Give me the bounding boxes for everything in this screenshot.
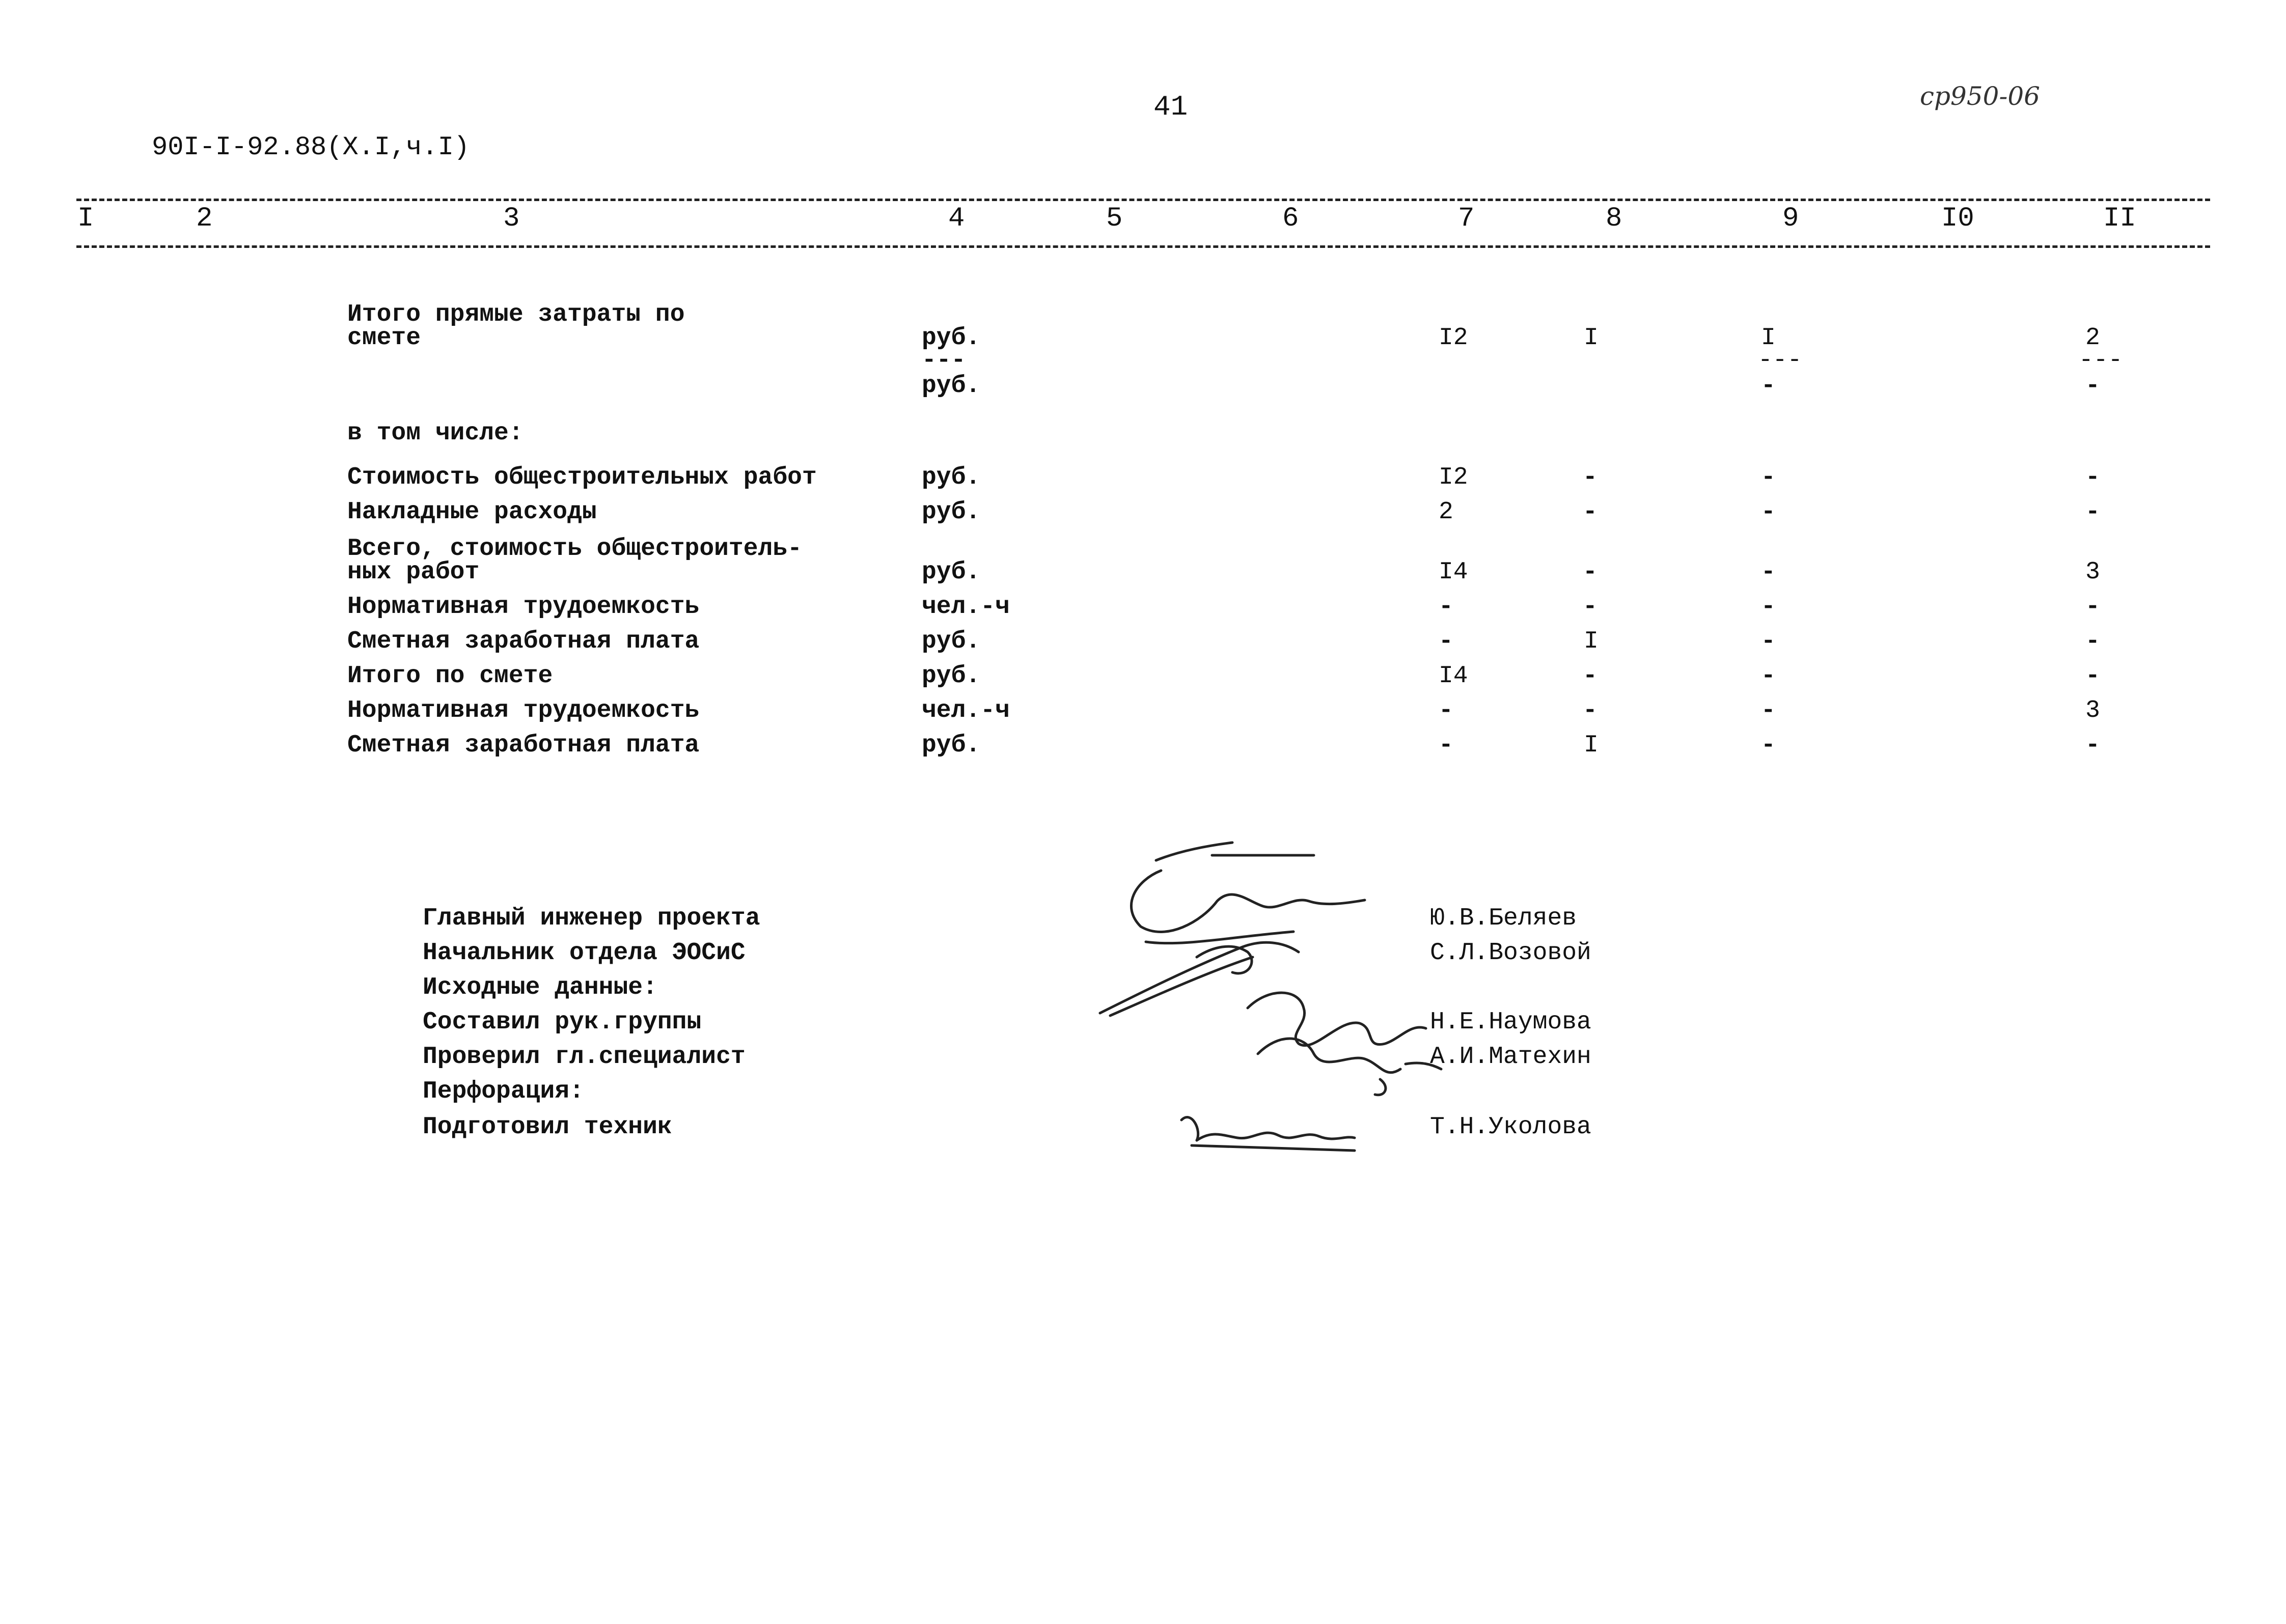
column-number-9: 9	[1782, 203, 1799, 234]
signature-name-compiled-by: Н.Е.Наумова	[1430, 1009, 1591, 1036]
page-number: 41	[1153, 91, 1188, 123]
row-labor-intensity-col11: -	[2085, 593, 2100, 621]
column-number-7: 7	[1458, 203, 1475, 234]
signature-role-perforation: Перфорация:	[423, 1078, 584, 1105]
row-wages-col11: -	[2085, 628, 2100, 655]
header-dashed-line-top	[76, 199, 2210, 201]
row-total-direct-costs-unit: руб.	[922, 324, 981, 352]
column-number-2: 2	[196, 203, 213, 234]
row-estimate-total-col7: I4	[1439, 662, 1468, 690]
column-number-11: II	[2103, 203, 2136, 234]
row-wages-total-col9: -	[1761, 732, 1776, 759]
row-wages-col9: -	[1761, 628, 1776, 655]
row-total-direct-costs-col11: 2	[2085, 324, 2100, 352]
corner-handwritten-mark: ср950-06	[1920, 81, 2040, 111]
row-estimate-total-col9: -	[1761, 662, 1776, 690]
row-wages-col8: I	[1584, 628, 1599, 655]
row-wages-total-col8: I	[1584, 732, 1599, 759]
row-general-construction-cost-col7: I2	[1439, 464, 1468, 491]
row-total-construction-col11: 3	[2085, 558, 2100, 586]
row-general-construction-cost-col8: -	[1583, 464, 1598, 491]
row-estimate-total-label: Итого по смете	[347, 662, 553, 690]
column-number-1: I	[77, 203, 94, 234]
handwritten-signature-compiled-by	[1237, 977, 1451, 1100]
row-total-direct-costs-col9: I	[1761, 324, 1776, 352]
row-labor-intensity-label: Нормативная трудоемкость	[347, 593, 700, 621]
row-labor-intensity-total-col9: -	[1761, 697, 1776, 724]
column-number-10: I0	[1941, 203, 1974, 234]
row-total-direct-costs-col11-lower: -	[2085, 372, 2100, 400]
signature-role-department-head: Начальник отдела ЭОСиС	[423, 939, 746, 967]
signature-name-department-head: С.Л.Возовой	[1430, 939, 1591, 967]
column-number-4: 4	[948, 203, 965, 234]
row-total-direct-costs-unit-lower: руб.	[922, 372, 981, 400]
row-total-construction-label-cont: ных работ	[347, 558, 480, 586]
handwritten-signature-prepared-by	[1171, 1100, 1365, 1161]
row-total-construction-label: Всего, стоимость общестроитель-	[347, 535, 802, 563]
row-wages-total-label: Сметная заработная плата	[347, 732, 700, 759]
row-labor-intensity-total-col7: -	[1439, 697, 1453, 724]
row-labor-intensity-total-unit: чел.-ч	[922, 697, 1010, 724]
row-total-direct-costs-col9-divider: ---	[1758, 347, 1802, 374]
row-labor-intensity-unit: чел.-ч	[922, 593, 1010, 621]
row-labor-intensity-total-label: Нормативная трудоемкость	[347, 697, 700, 724]
row-labor-intensity-col7: -	[1439, 593, 1453, 621]
row-wages-total-col11: -	[2085, 732, 2100, 759]
signature-role-chief-engineer: Главный инженер проекта	[423, 905, 760, 932]
row-total-direct-costs-label-cont: смете	[347, 324, 421, 352]
row-labor-intensity-col9: -	[1761, 593, 1776, 621]
row-wages-label: Сметная заработная плата	[347, 628, 700, 655]
row-wages-unit: руб.	[922, 628, 981, 655]
column-number-5: 5	[1106, 203, 1123, 234]
document-code: 90I-I-92.88(X.I,ч.I)	[152, 132, 470, 162]
row-overhead-col9: -	[1761, 498, 1776, 526]
row-wages-total-unit: руб.	[922, 732, 981, 759]
row-wages-col7: -	[1439, 628, 1453, 655]
row-overhead-col7: 2	[1439, 498, 1453, 526]
row-total-direct-costs-col11-divider: ---	[2079, 347, 2123, 374]
row-total-construction-col9: -	[1761, 558, 1776, 586]
row-overhead-col8: -	[1583, 498, 1598, 526]
row-wages-total-col7: -	[1439, 732, 1453, 759]
row-total-direct-costs-col7: I2	[1439, 324, 1468, 352]
row-general-construction-cost-col9: -	[1761, 464, 1776, 491]
row-labor-intensity-col8: -	[1583, 593, 1598, 621]
row-total-direct-costs-col8: I	[1584, 324, 1599, 352]
signature-role-prepared-by: Подготовил техник	[423, 1113, 672, 1141]
row-general-construction-cost-unit: руб.	[922, 464, 981, 491]
row-total-construction-col7: I4	[1439, 558, 1468, 586]
row-labor-intensity-total-col8: -	[1583, 697, 1598, 724]
header-dashed-line-bottom	[76, 245, 2210, 248]
row-overhead-unit: руб.	[922, 498, 981, 526]
row-overhead-col11: -	[2085, 498, 2100, 526]
signature-name-checked-by: А.И.Матехин	[1430, 1043, 1591, 1071]
signature-role-compiled-by: Составил рук.группы	[423, 1009, 702, 1036]
row-general-construction-cost-col11: -	[2085, 464, 2100, 491]
row-overhead-label: Накладные расходы	[347, 498, 597, 526]
row-total-construction-unit: руб.	[922, 558, 981, 586]
column-number-3: 3	[503, 203, 520, 234]
signature-role-checked-by: Проверил гл.специалист	[423, 1043, 746, 1071]
column-number-8: 8	[1606, 203, 1622, 234]
row-estimate-total-unit: руб.	[922, 662, 981, 690]
row-estimate-total-col8: -	[1583, 662, 1598, 690]
row-general-construction-cost-label: Стоимость общестроительных работ	[347, 464, 817, 491]
row-total-direct-costs-label: Итого прямые затраты по	[347, 301, 685, 328]
column-number-6: 6	[1282, 203, 1299, 234]
signature-name-chief-engineer: Ю.В.Беляев	[1430, 905, 1577, 932]
row-total-direct-costs-col9-lower: -	[1761, 372, 1776, 400]
row-estimate-total-col11: -	[2085, 662, 2100, 690]
signature-name-prepared-by: Т.Н.Уколова	[1430, 1113, 1591, 1141]
signature-role-source-data: Исходные данные:	[423, 974, 657, 1001]
row-total-direct-costs-unit-divider: ---	[922, 347, 966, 374]
row-including-label: в том числе:	[347, 419, 524, 447]
row-labor-intensity-total-col11: 3	[2085, 697, 2100, 724]
row-total-construction-col8: -	[1583, 558, 1598, 586]
